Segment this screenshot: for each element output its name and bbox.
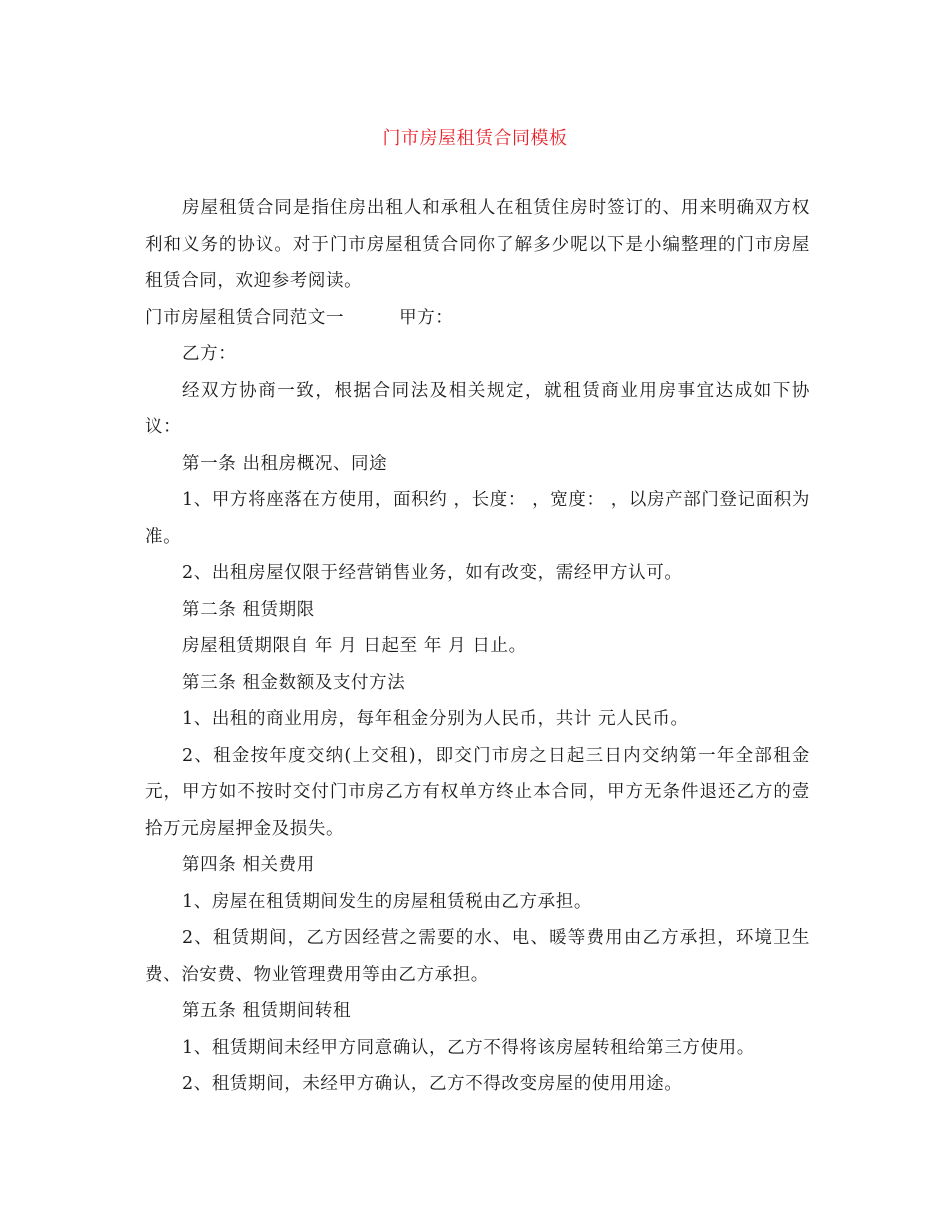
article-5-item-2: 2、租赁期间，未经甲方确认，乙方不得改变房屋的使用用途。 [182, 1074, 683, 1094]
article-5-item-1: 1、租赁期间未经甲方同意确认，乙方不得将该房屋转租给第三方使用。 [182, 1037, 755, 1058]
article-4-item-2: 2、租赁期间，乙方因经营之需要的水、电、暖等费用由乙方承担，环境卫生费、治安费、物业管理费用等由乙方承担。 [145, 928, 810, 985]
article-1-item-1: 1、甲方将座落在方使用，面积约 ，长度： ，宽度： ，以房产部门登记面积为准。 [145, 490, 810, 547]
sample-heading: 门市房屋租赁合同范文一 [145, 307, 345, 328]
article-4-item-1: 1、房屋在租赁期间发生的房屋租赁税由乙方承担。 [182, 891, 592, 912]
party-a-label: 甲方： [399, 307, 454, 328]
document-title: 门市房屋租赁合同模板 [382, 128, 568, 149]
article-4-title: 第四条 相关费用 [182, 855, 315, 875]
intro-paragraph: 房屋租赁合同是指住房出租人和承租人在租赁住房时签订的、用来明确双方权利和义务的协议。对于门市房屋租赁合同你了解多少呢以下是小编整理的门市房屋租赁合同，欢迎参考阅读。 [145, 198, 810, 291]
article-3-title: 第三条 租金数额及支付方法 [182, 672, 406, 693]
article-3-item-1: 1、出租的商业用房，每年租金分别为人民币，共计 元人民币。 [182, 709, 689, 729]
article-2-title: 第二条 租赁期限 [182, 599, 315, 620]
sample-heading-line [145, 300, 810, 337]
preamble-paragraph: 经双方协商一致，根据合同法及相关规定，就租赁商业用房事宜达成如下协议： [145, 380, 810, 437]
party-b-label: 乙方： [182, 344, 237, 364]
article-5-title: 第五条 租赁期间转租 [182, 1001, 352, 1021]
article-2-text: 房屋租赁期限自 年 月 日起至 年 月 日止。 [182, 636, 527, 656]
document-body [145, 190, 810, 1103]
article-3-item-2: 2、租金按年度交纳(上交租)，即交门市房之日起三日内交纳第一年全部租金元，甲方如不按时交付门市房乙方有权单方终止本合同，甲方无条件退还乙方的壹拾万元房屋押金及损失。 [145, 745, 810, 839]
article-1-item-2: 2、出租房屋仅限于经营销售业务，如有改变，需经甲方认可。 [182, 563, 683, 583]
article-1-title: 第一条 出租房概况、同途 [182, 453, 388, 474]
